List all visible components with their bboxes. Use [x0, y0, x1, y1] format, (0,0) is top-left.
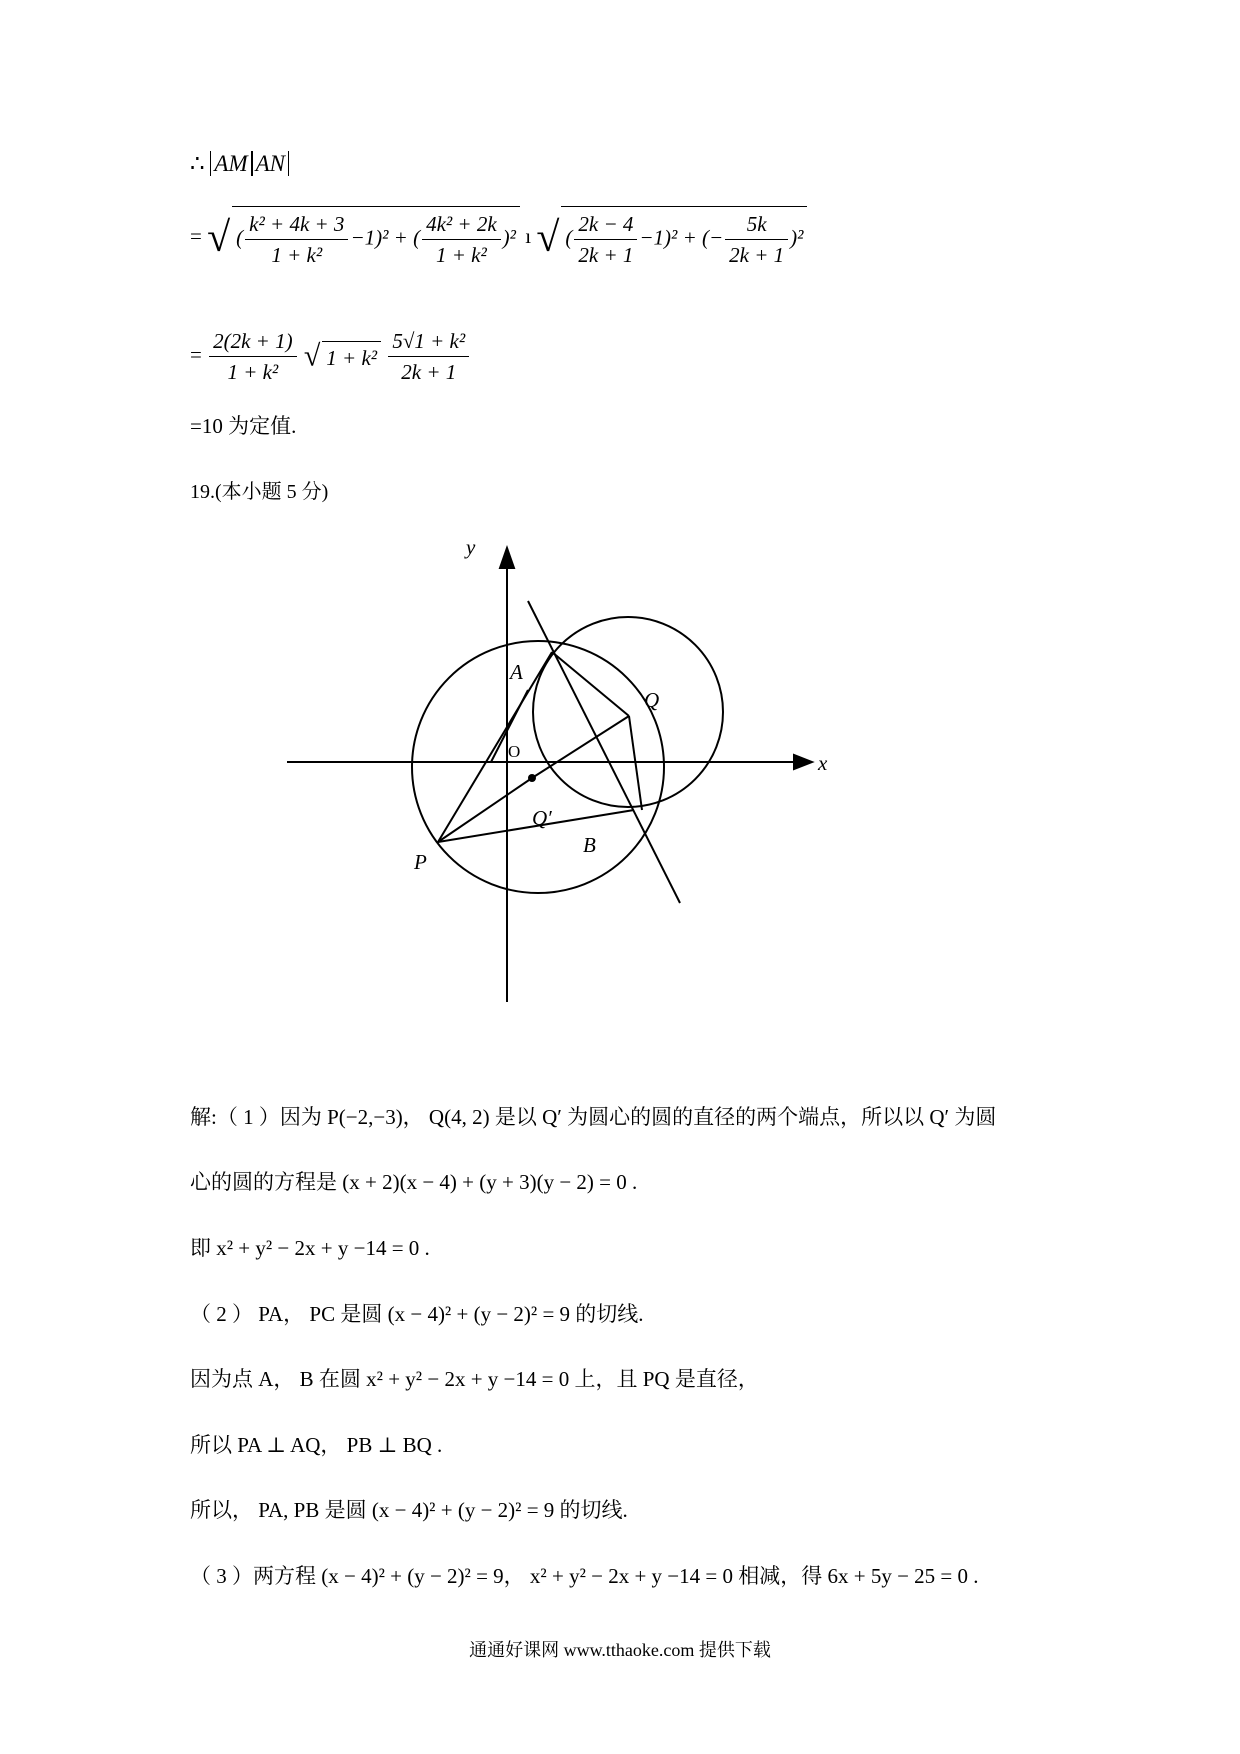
- label-x: x: [818, 751, 828, 775]
- label-b: B: [583, 833, 596, 857]
- solution-part1-line3: 即 x² + y² − 2x + y −14 = 0 .: [190, 1236, 430, 1260]
- problem-heading: 19.(本小题 5 分): [190, 481, 329, 503]
- solution-part2-line4: 所以， PA, PB 是圆 (x − 4)² + (y − 2)² = 9 的切线.: [190, 1498, 628, 1522]
- fraction-numerator: 4k² + 2k: [422, 209, 501, 240]
- segment-a-q: [552, 652, 629, 716]
- label-a: A: [510, 660, 523, 684]
- fraction-numerator: 5√1 + k²: [388, 326, 469, 357]
- result-line-4: =10 为定值.: [190, 414, 297, 438]
- label-q: Q: [644, 688, 660, 712]
- fraction-denominator: 1 + k²: [227, 360, 279, 384]
- fraction-numerator: k² + 4k + 3: [245, 209, 348, 240]
- sqrt-expression-3: 1 + k²: [322, 341, 381, 372]
- circle-q: [533, 617, 723, 807]
- fraction-denominator: 1 + k²: [271, 243, 323, 267]
- solution-part2-line3: 所以 PA ⊥ AQ， PB ⊥ BQ .: [190, 1433, 443, 1457]
- fraction-numerator: 2(2k + 1): [209, 326, 296, 357]
- solution-part3-line1: （ 3 ）两方程 (x − 4)² + (y − 2)² = 9， x² + y² − 2x + y −14 = 0 相减，得 6x + 5y − 25 = 0 .: [190, 1564, 979, 1588]
- line-ab: [528, 601, 680, 903]
- fraction-denominator: 2k + 1: [401, 360, 457, 384]
- label-o: O: [508, 742, 521, 761]
- solution-part2-line2: 因为点 A， B 在圆 x² + y² − 2x + y −14 = 0 上，且 PQ 是直径，: [190, 1367, 759, 1391]
- fraction-denominator: 2k + 1: [729, 243, 785, 267]
- fraction-numerator: 5k: [725, 209, 788, 240]
- sqrt-expression-2: ( $\frac{2k - 4}{2k + 1}$ −1)² + (− $\frac{5k}{2k + 1}$ )²: [561, 206, 807, 270]
- x-axis-arrow: [794, 755, 812, 769]
- label-q-prime: Q′: [532, 806, 552, 830]
- equals-sign: =: [190, 342, 202, 367]
- radical-sign: √: [207, 215, 231, 261]
- abs-am: AM: [210, 151, 251, 176]
- radical-sign: √: [536, 215, 560, 261]
- abs-an: AN: [252, 151, 289, 176]
- fraction-denominator: 2k + 1: [578, 243, 634, 267]
- point-q-prime: [528, 774, 536, 782]
- equals-sign: =: [190, 223, 202, 248]
- therefore-symbol: ∴: [190, 151, 205, 176]
- radical-sign: √: [303, 339, 321, 373]
- solution-part1-line1: 解:（ 1 ）因为 P(−2,−3)， Q(4, 2) 是以 Q′ 为圆心的圆的直径的两个端点，所以以 Q′ 为圆: [190, 1105, 997, 1129]
- label-y: y: [466, 535, 476, 559]
- sqrt-expression-1: ( $\frac{\text{k² + 4k + 3}}{\text{1 + k²}}$ −1)² + ( $\frac{\text{4k² + 2k}}{\text{1 + k²}}$ )²: [232, 206, 520, 270]
- separator: ı: [525, 223, 532, 248]
- solution-part1-line2: 心的圆的方程是 (x + 2)(x − 4) + (y + 3)(y − 2) = 0 .: [190, 1170, 638, 1194]
- fraction-numerator: 2k − 4: [574, 209, 637, 240]
- segment-pq-lower: [438, 778, 532, 842]
- y-axis-arrow: [500, 548, 514, 568]
- label-p: P: [414, 850, 427, 874]
- solution-part2-line1: （ 2 ） PA， PC 是圆 (x − 4)² + (y − 2)² = 9 的切线.: [190, 1302, 644, 1326]
- segment-qprime-q: [532, 716, 629, 778]
- fraction-denominator: 1 + k²: [435, 243, 487, 267]
- page-footer: 通通好课网 www.tthaoke.com 提供下载: [469, 1640, 771, 1660]
